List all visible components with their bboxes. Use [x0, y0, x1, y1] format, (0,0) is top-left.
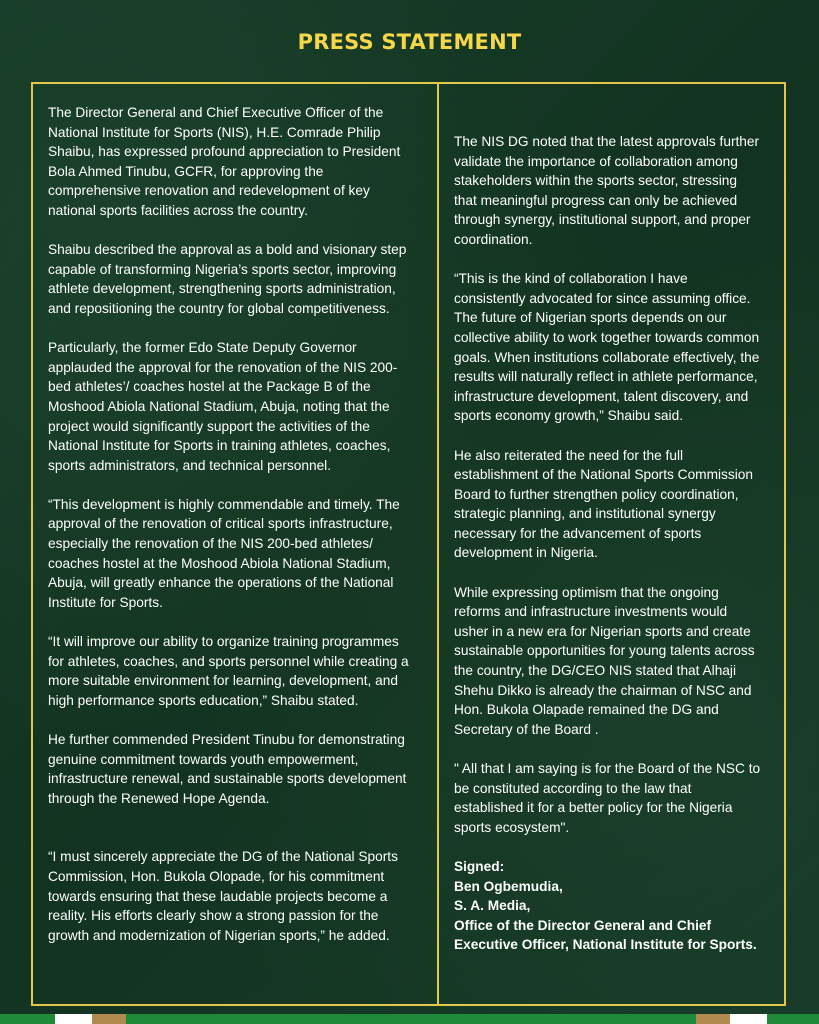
- column-divider: [437, 84, 439, 1004]
- paragraph: “I must sincerely appreciate the DG of the National Sports Commission, Hon. Bukola Olopade, for his commitment towards ensuring that these laudable projects become a reality. His efforts clearly show a strong passion for the growth and modernization of Nigerian sports,” he added.: [48, 849, 398, 943]
- stripe-tan-segment: [696, 1014, 730, 1024]
- stripe-green-segment: [0, 1014, 55, 1024]
- stripe-green-segment: [767, 1014, 819, 1024]
- paragraph: He further commended President Tinubu for demonstrating genuine commitment towards youth empowerment, infrastructure renewal, and sustainable sports development through the Renewed Hope Agenda.: [48, 732, 407, 806]
- paragraph: The Director General and Chief Executive Officer of the National Institute for Sports (NIS), H.E. Comrade Philip Shaibu, has expressed profound appreciation to President Bola Ahmed Tinubu, GCFR, for approving the comprehensive renovation and redevelopment of key national sports facilities across the country.: [48, 105, 401, 218]
- paragraph: “This is the kind of collaboration I have consistently advocated for since assuming office. The future of Nigerian sports depends on our collective ability to work together towards common goals. When institutions collaborate effectively, the results will naturally reflect in athlete performance, infrastructure development, talent discovery, and sports economy growth,” Shaibu said.: [454, 271, 760, 424]
- statement-frame: [31, 82, 786, 1006]
- right-column: [454, 84, 774, 975]
- paragraph: Shaibu described the approval as a bold and visionary step capable of transforming Nigeria’s sports sector, improving athlete development, strengthening sports administration, and repositioning the country for global competitiveness.: [48, 242, 407, 316]
- paragraph: " All that I am saying is for the Board of the NSC to be constituted according to the law that established it for a better policy for the Nigeria sports ecosystem".: [454, 761, 761, 835]
- stripe-white-segment: [730, 1014, 767, 1024]
- stripe-green-segment: [126, 1014, 696, 1024]
- paragraph: “This development is highly commendable and timely. The approval of the renovation of critical sports infrastructure, especially the renovation of the NIS 200-bed athletes/ coaches hostel at the Moshood Abiola National Stadium, Abuja, will greatly enhance the operations of the National Institute for Sports.: [48, 496, 400, 610]
- paragraph: He also reiterated the need for the full establishment of the National Sports Commission Board to further strengthen policy coordination, strategic planning, and institutional synergy necessary for the advancement of sports development in Nigeria.: [454, 447, 753, 561]
- paragraph: Particularly, the former Edo State Deputy Governor applauded the approval for the renovation of the NIS 200- bed athletes’/ coaches hostel at the Package B of the Moshood Abiola National Stadium, Abuja, noting that the project would significantly support the activities of the National Institute for Sports in training athletes, coaches, sports administrators, and technical personnel.: [48, 340, 398, 473]
- left-column: [48, 84, 423, 965]
- page-title: PRESS STATEMENT: [297, 30, 522, 54]
- stripe-white-segment: [55, 1014, 92, 1024]
- flag-stripe: [0, 1014, 819, 1024]
- stripe-tan-segment: [92, 1014, 126, 1024]
- paragraph: While expressing optimism that the ongoing reforms and infrastructure investments would usher in a new era for Nigerian sports and create sustainable opportunities for young talents across the country, the DG/CEO NIS stated that Alhaji Shehu Dikko is already the chairman of NSC and Hon. Bukola Olapade remained the DG and Secretary of the Board .: [454, 584, 755, 737]
- paragraph: The NIS DG noted that the latest approvals further validate the importance of collaboration among stakeholders within the sports sector, stressing that meaningful progress can only be achieved through synergy, institutional support, and proper coordination.: [454, 134, 760, 247]
- signature-block: Signed: Ben Ogbemudia, S. A. Media, Office of the Director General and Chief Executive Officer, National Institute for Sports.: [454, 858, 757, 953]
- paragraph: “It will improve our ability to organize training programmes for athletes, coaches, and sports personnel while creating a more suitable environment for learning, development, and high performance sports education,” Shaibu stated.: [48, 634, 409, 708]
